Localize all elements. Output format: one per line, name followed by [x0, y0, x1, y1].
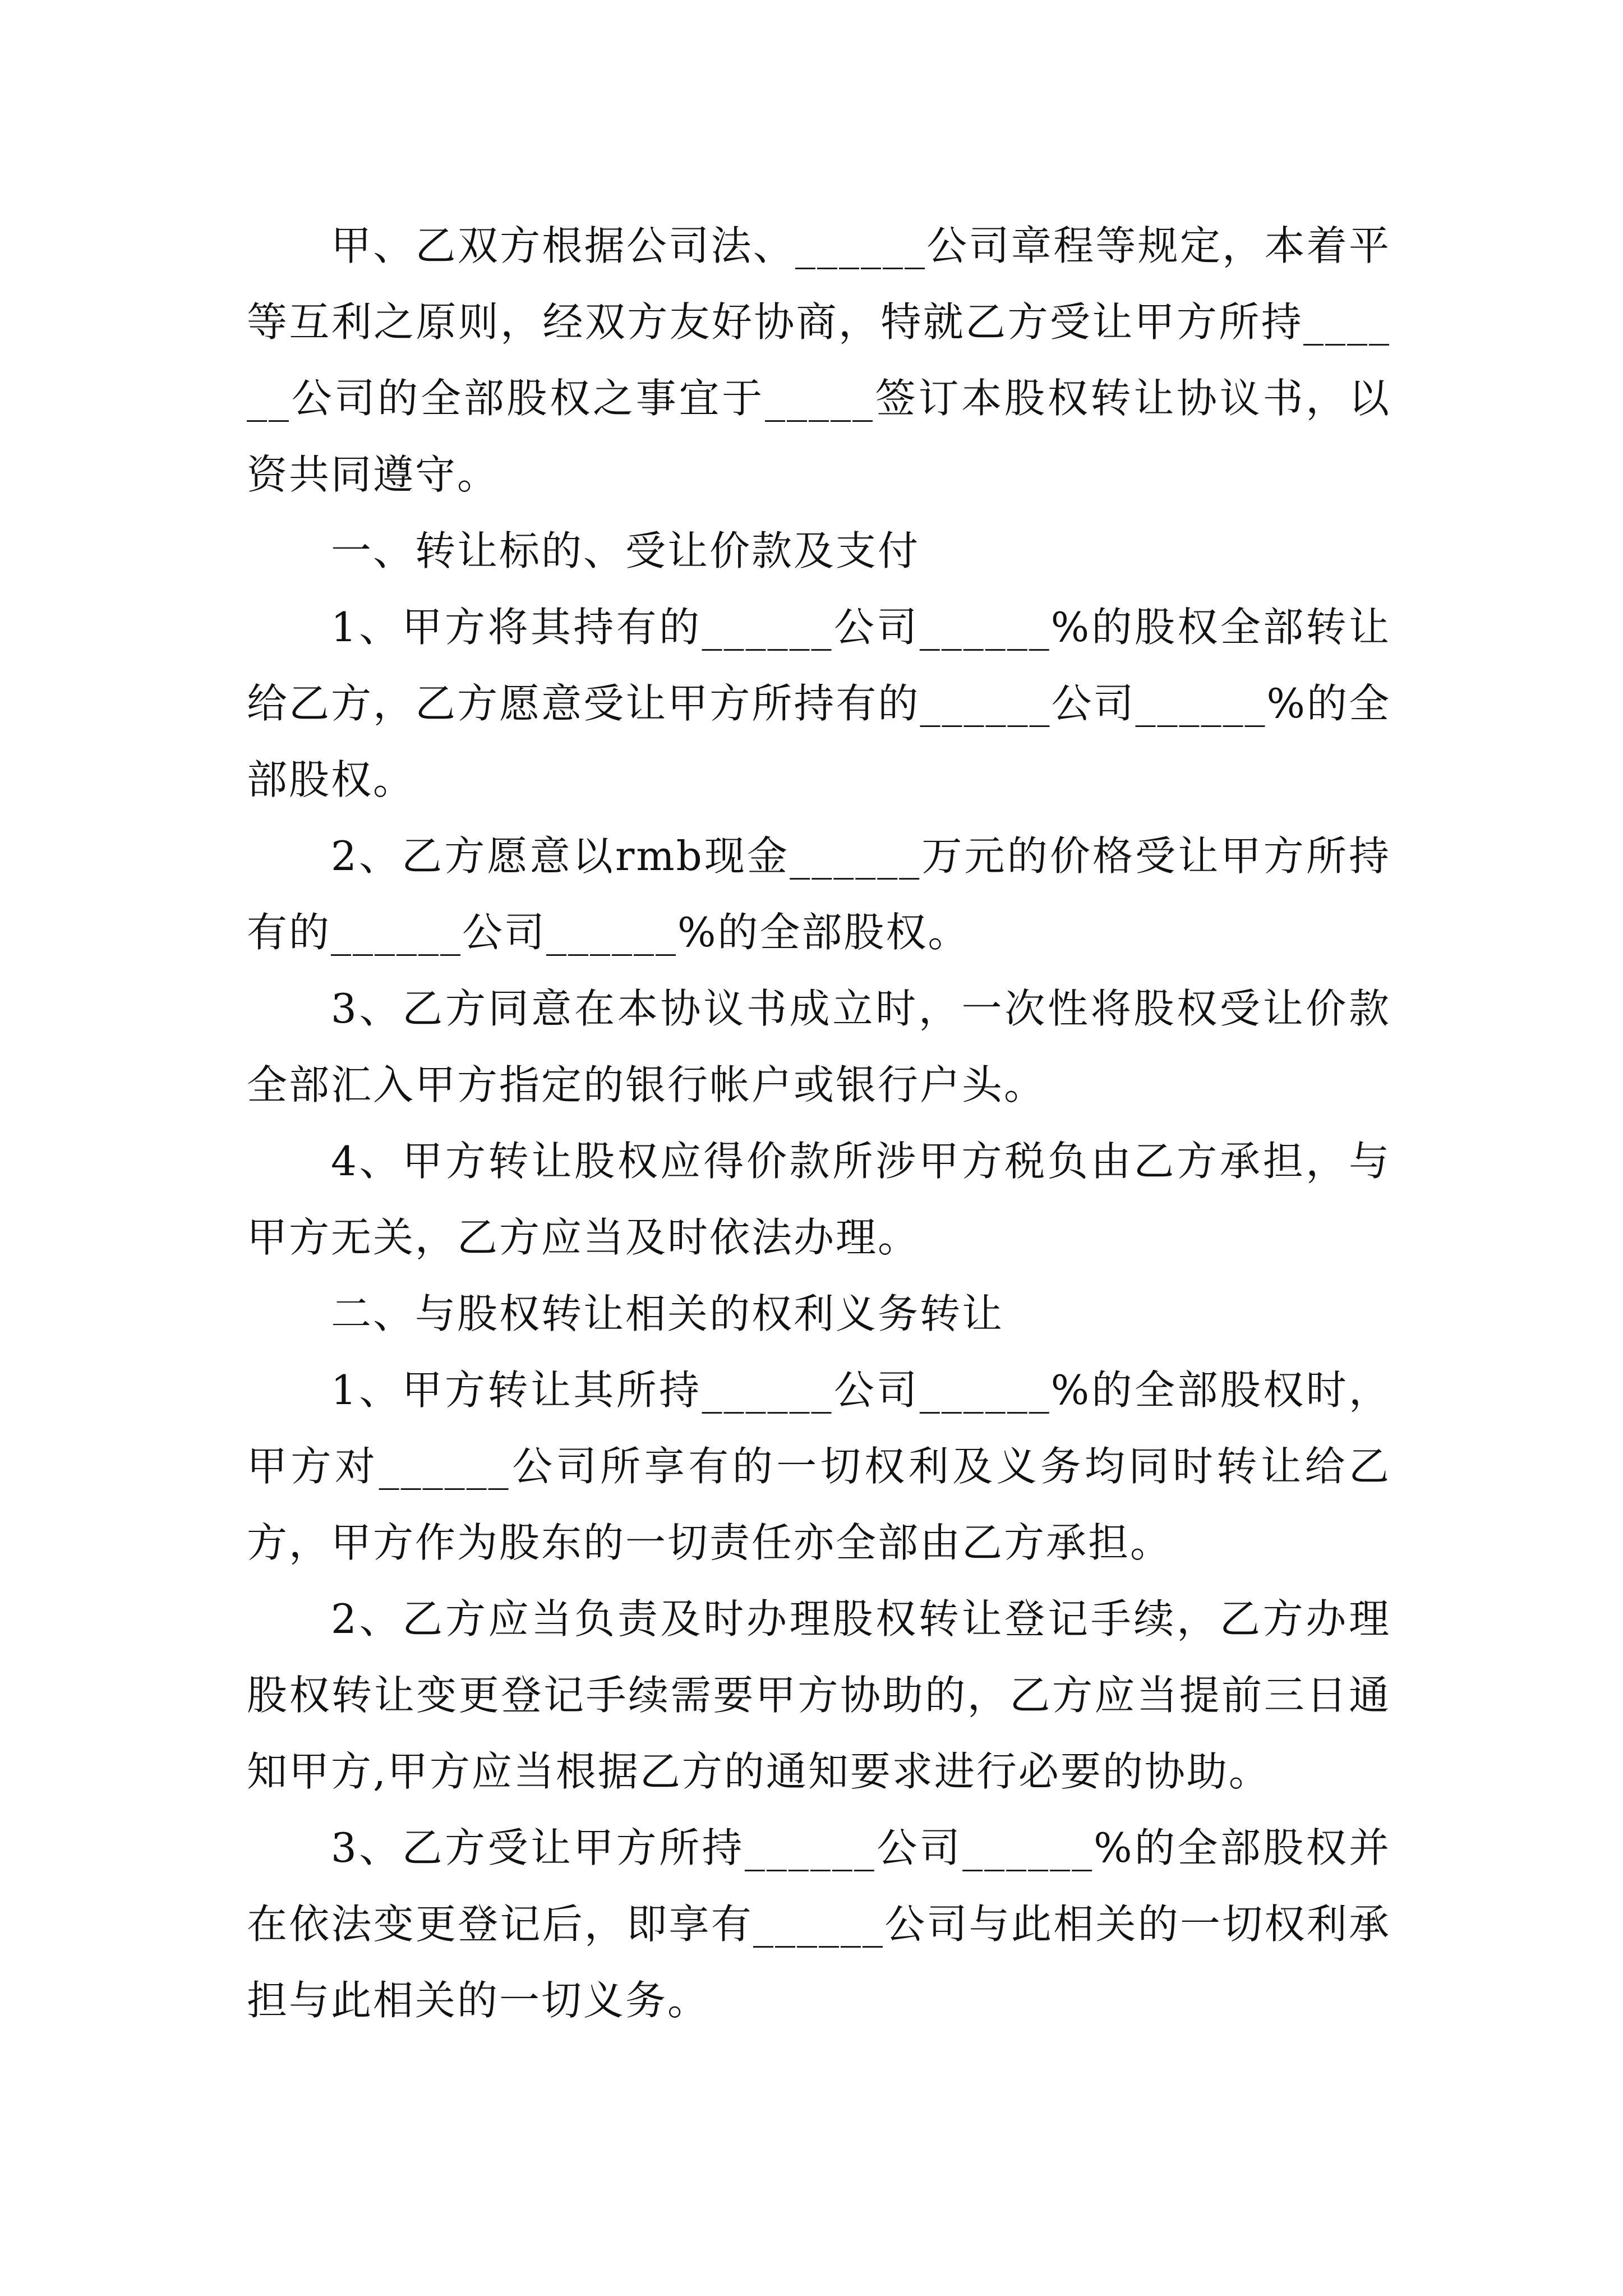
clause-1-1: 1、甲方将其持有的______公司______%的股权全部转让给乙方，乙方愿意受让甲方所持有的______公司______%的全部股权。	[247, 604, 1391, 803]
clause-1-2: 2、乙方愿意以rmb现金______万元的价格受让甲方所持有的______公司______%的全部股权。	[247, 832, 1391, 956]
section-heading-2: 二、与股权转让相关的权利义务转让	[331, 1290, 1004, 1337]
document-body	[247, 208, 1391, 2039]
clause-1-3: 3、乙方同意在本协议书成立时，一次性将股权受让价款全部汇入甲方指定的银行帐户或银行户头。	[247, 985, 1391, 1108]
section-heading-1: 一、转让标的、受让价款及支付	[331, 527, 920, 574]
clause-2-2: 2、乙方应当负责及时办理股权转让登记手续，乙方办理股权转让变更登记手续需要甲方协助的，乙方应当提前三日通知甲方,甲方应当根据乙方的通知要求进行必要的协助。	[247, 1595, 1391, 1795]
clause-2-1: 1、甲方转让其所持______公司______%的全部股权时，甲方对______公司所享有的一切权利及义务均同时转让给乙方，甲方作为股东的一切责任亦全部由乙方承担。	[247, 1366, 1391, 1566]
clause-2-3: 3、乙方受让甲方所持______公司______%的全部股权并在依法变更登记后，即享有______公司与此相关的一切权利承担与此相关的一切义务。	[247, 1824, 1391, 2024]
paragraph-preamble: 甲、乙双方根据公司法、______公司章程等规定，本着平等互利之原则，经双方友好协商，特就乙方受让甲方所持______公司的全部股权之事宜于_____签订本股权转让协议书，以资共同遵守。	[247, 222, 1391, 498]
clause-1-4: 4、甲方转让股权应得价款所涉甲方税负由乙方承担，与甲方无关，乙方应当及时依法办理。	[247, 1138, 1391, 1261]
